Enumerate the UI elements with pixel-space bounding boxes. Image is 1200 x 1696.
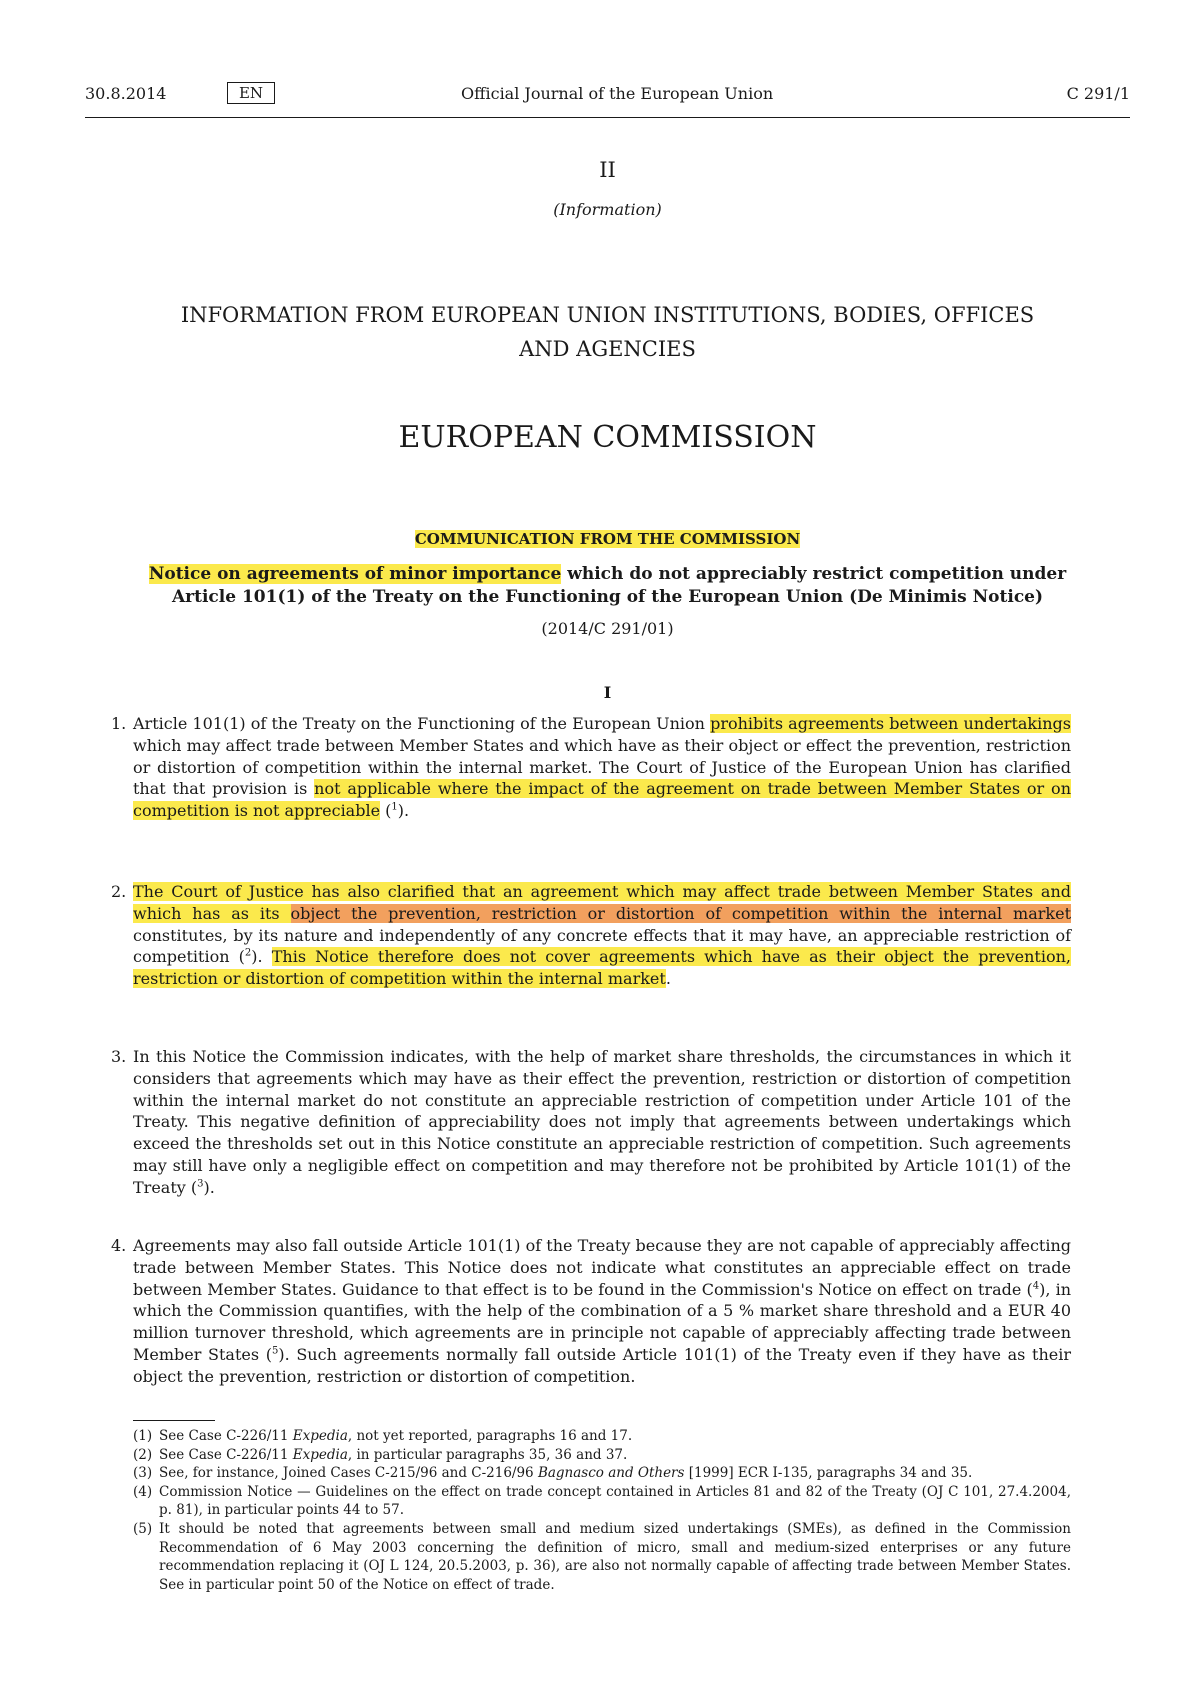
- paragraph-text: .: [209, 1177, 215, 1197]
- footnote-text: It should be noted that agreements between small and medium sized undertakings (SMEs), as defined in the Commission Recommendation of 6 May 2003 concerning the definition of micro, small and medium-sized enterprises or any future recommendation replacing it (OJ L 124, 20.5.2003, p. 36), are also not normally capable of affecting trade between Member States. See in particular point 50 of the Notice on effect of trade.: [159, 1520, 1071, 1593]
- paragraph-number: 4.: [111, 1236, 127, 1255]
- language-badge: EN: [227, 82, 275, 104]
- footnote-text: , in particular paragraphs 35, 36 and 37.: [347, 1446, 628, 1463]
- highlight-prohibits: prohibits agreements between undertakings: [710, 714, 1071, 733]
- paragraph-number: 3.: [111, 1047, 127, 1066]
- footnote-2: [133, 1446, 1071, 1465]
- paragraph-text: . Such agreements normally fall outside Article 101(1) of the Treaty even if they have as their object the prevention, restriction or distortion of competition.: [133, 1344, 1071, 1386]
- footnote-mark: (1): [133, 1428, 153, 1444]
- paragraph-text: which may affect trade between Member States and which have as their object or effect the prevention, restriction or distortion of competition within the internal market. The Court of Justice of the European Union has clarified that that provision is: [133, 735, 1071, 799]
- highlight-object-prevention: object the prevention, restriction or distortion of competition within the internal market: [290, 903, 1072, 923]
- footnote-1: [133, 1427, 1071, 1446]
- document-reference: (2014/C 291/01): [541, 619, 674, 638]
- footnote-text: See Case C-226/11: [159, 1446, 293, 1463]
- communication-title: [85, 530, 1130, 548]
- institution-heading: EUROPEAN COMMISSION: [398, 420, 817, 455]
- paragraph-1: 1. Article 101(1) of the Treaty on the Functioning of the European Union prohibits agreements between undertakings which may affect trade between Member States and which have as their object or effect the prevention, restriction or distortion of competition within the internal market. The Court of Justice of the European Union has clarified that that provision is not applicable where the impact of the agreement on trade between Member States or on competition is not appreciable ($^1$).: [111, 714, 1071, 821]
- section-heading: [85, 298, 1130, 366]
- notice-title: [85, 563, 1130, 609]
- journal-title: Official Journal of the European Union: [461, 84, 774, 103]
- section-heading-line2: AND AGENCIES: [519, 337, 696, 361]
- footnote-ref-4[interactable]: 4: [1032, 1280, 1040, 1292]
- footnote-ref-3[interactable]: 3: [197, 1178, 204, 1190]
- part-label: (Information): [553, 200, 662, 219]
- footnote-mark: (4): [133, 1483, 153, 1500]
- paragraph-text: .: [257, 947, 272, 967]
- journal-reference: C 291/1: [1066, 84, 1130, 103]
- footnote-text: , not yet reported, paragraphs 16 and 17.: [347, 1428, 633, 1444]
- journal-header: [85, 84, 1130, 108]
- notice-title-line1: [85, 563, 1130, 586]
- footnote-mark: (2): [133, 1446, 153, 1463]
- notice-title-highlight: Notice on agreements of minor importance: [148, 564, 562, 584]
- footnote-ref-2[interactable]: 2: [244, 948, 252, 960]
- footnote-5: [133, 1520, 1071, 1594]
- paragraph-2: 2. The Court of Justice has also clarified that an agreement which may affect trade between Member States and which has as its object the prevention, restriction or distortion of competition within the internal market constitutes, by its nature and independently of any concrete effects that it may have, an appreciable restriction of competition ($^2$). This Notice therefore does not cover agreements which have as their object the prevention, restriction or distortion of competition within the internal market.: [111, 882, 1072, 989]
- section-number: I: [603, 683, 612, 702]
- notice-title-rest: which do not appreciably restrict competition under: [561, 564, 1067, 584]
- footnote-ref-1[interactable]: 1: [391, 801, 398, 813]
- paragraph-4: 4. Agreements may also fall outside Article 101(1) of the Treaty because they are not capable of appreciably affecting trade between Member States. This Notice does not indicate what constitutes an appreciable effect on trade between Member States. Guidance to that effect is to be found in the Commission's Notice on effect on trade ($^4$), in which the Commission quantifies, with the help of the combination of a 5 % market share threshold and a EUR 40 million turnover threshold, which agreements are in principle not capable of appreciably affecting trade between Member States ($^5$). Such agreements normally fall outside Article 101(1) of the Treaty even if they have as their object the prevention, restriction or distortion of competition.: [111, 1236, 1072, 1386]
- paragraph-number: 1.: [111, 714, 127, 733]
- footnote-4: [133, 1483, 1071, 1520]
- footnote-text: See Case C-226/11: [159, 1428, 293, 1444]
- footnote-mark: (5): [133, 1520, 153, 1537]
- paragraph-text: , in which the Commission quantifies, with the help of the combination of a 5 % market share threshold and a EUR 40 million turnover threshold, which agreements are in principle not capable of appreciably affecting trade between Member States: [133, 1279, 1072, 1364]
- publication-date: 30.8.2014: [85, 84, 167, 103]
- part-number: II: [599, 158, 616, 182]
- footnote-case-name: Expedia: [292, 1446, 348, 1463]
- footnotes: [133, 1427, 1071, 1594]
- footnote-text: See, for instance, Joined Cases C-215/96 and C-216/96: [159, 1465, 538, 1482]
- paragraph-3: 3. In this Notice the Commission indicates, with the help of market share thresholds, the circumstances in which it considers that agreements which may have as their effect the prevention, restriction or distortion of competition within the internal market do not constitute an appreciable restriction of competition under Article 101 of the Treaty. This negative definition of appreciability does not imply that agreements between undertakings which exceed the thresholds set out in this Notice constitute an appreciable restriction of competition. Such agreements may still have only a negligible effect on competition and may therefore not be prohibited by Article 101(1) of the Treaty ($^3$).: [111, 1047, 1071, 1197]
- footnote-divider: [133, 1420, 215, 1421]
- notice-title-line2: Article 101(1) of the Treaty on the Functioning of the European Union (De Minimis Notice): [171, 587, 1044, 607]
- highlight-court-clarified: The Court of Justice has also clarified that an agreement which may affect trade between Member States and which has as its: [133, 882, 1071, 923]
- paragraph-text: Agreements may also fall outside Article 101(1) of the Treaty because they are not capable of appreciably affecting trade between Member States. This Notice does not indicate what constitutes an appreciable effect on trade between Member States. Guidance to that effect is to be found in the Commission's Notice on effect on trade: [133, 1236, 1071, 1299]
- paragraph-text: .: [404, 801, 410, 821]
- footnote-case-name: Expedia: [292, 1428, 348, 1444]
- section-heading-line1: INFORMATION FROM EUROPEAN UNION INSTITUTIONS, BODIES, OFFICES: [180, 303, 1035, 327]
- paragraph-text: constitutes, by its nature and independently of any concrete effects that it may have, an appreciable restriction of competition: [133, 925, 1071, 967]
- footnote-mark: (3): [133, 1465, 153, 1482]
- paragraph-text: .: [665, 969, 671, 989]
- footnote-case-name: Bagnasco and Others: [537, 1465, 685, 1482]
- footnote-text: Commission Notice — Guidelines on the effect on trade concept contained in Articles 81 and 82 of the Treaty (OJ C 101, 27.4.2004, p. 81), in particular points 44 to 57.: [159, 1483, 1071, 1519]
- footnote-text: [1999] ECR I-135, paragraphs 34 and 35.: [684, 1465, 973, 1482]
- highlight-notice-not-cover: This Notice therefore does not cover agreements which have as their object the prevention, restriction or distortion of competition within the internal market: [133, 947, 1072, 989]
- paragraph-text: In this Notice the Commission indicates, with the help of market share thresholds, the circumstances in which it considers that agreements which may have as their effect the prevention, restriction or distortion of competition within the internal market do not constitute an appreciable restriction of competition under Article 101 of the Treaty. This negative definition of appreciability does not imply that agreements between undertakings which exceed the thresholds set out in this Notice constitute an appreciable restriction of competition. Such agreements may still have only a negligible effect on competition and may therefore not be prohibited by Article 101(1) of the Treaty: [133, 1047, 1071, 1197]
- footnote-ref-5[interactable]: 5: [271, 1345, 279, 1357]
- paragraph-text: Article 101(1) of the Treaty on the Functioning of the European Union: [133, 714, 711, 733]
- header-divider: [85, 117, 1130, 118]
- highlight-not-applicable: not applicable where the impact of the agreement on trade between Member States or on competition is not appreciable: [133, 779, 1071, 821]
- footnote-3: [133, 1464, 1071, 1483]
- communication-title-text: COMMUNICATION FROM THE COMMISSION: [414, 530, 801, 548]
- paragraph-number: 2.: [111, 882, 127, 901]
